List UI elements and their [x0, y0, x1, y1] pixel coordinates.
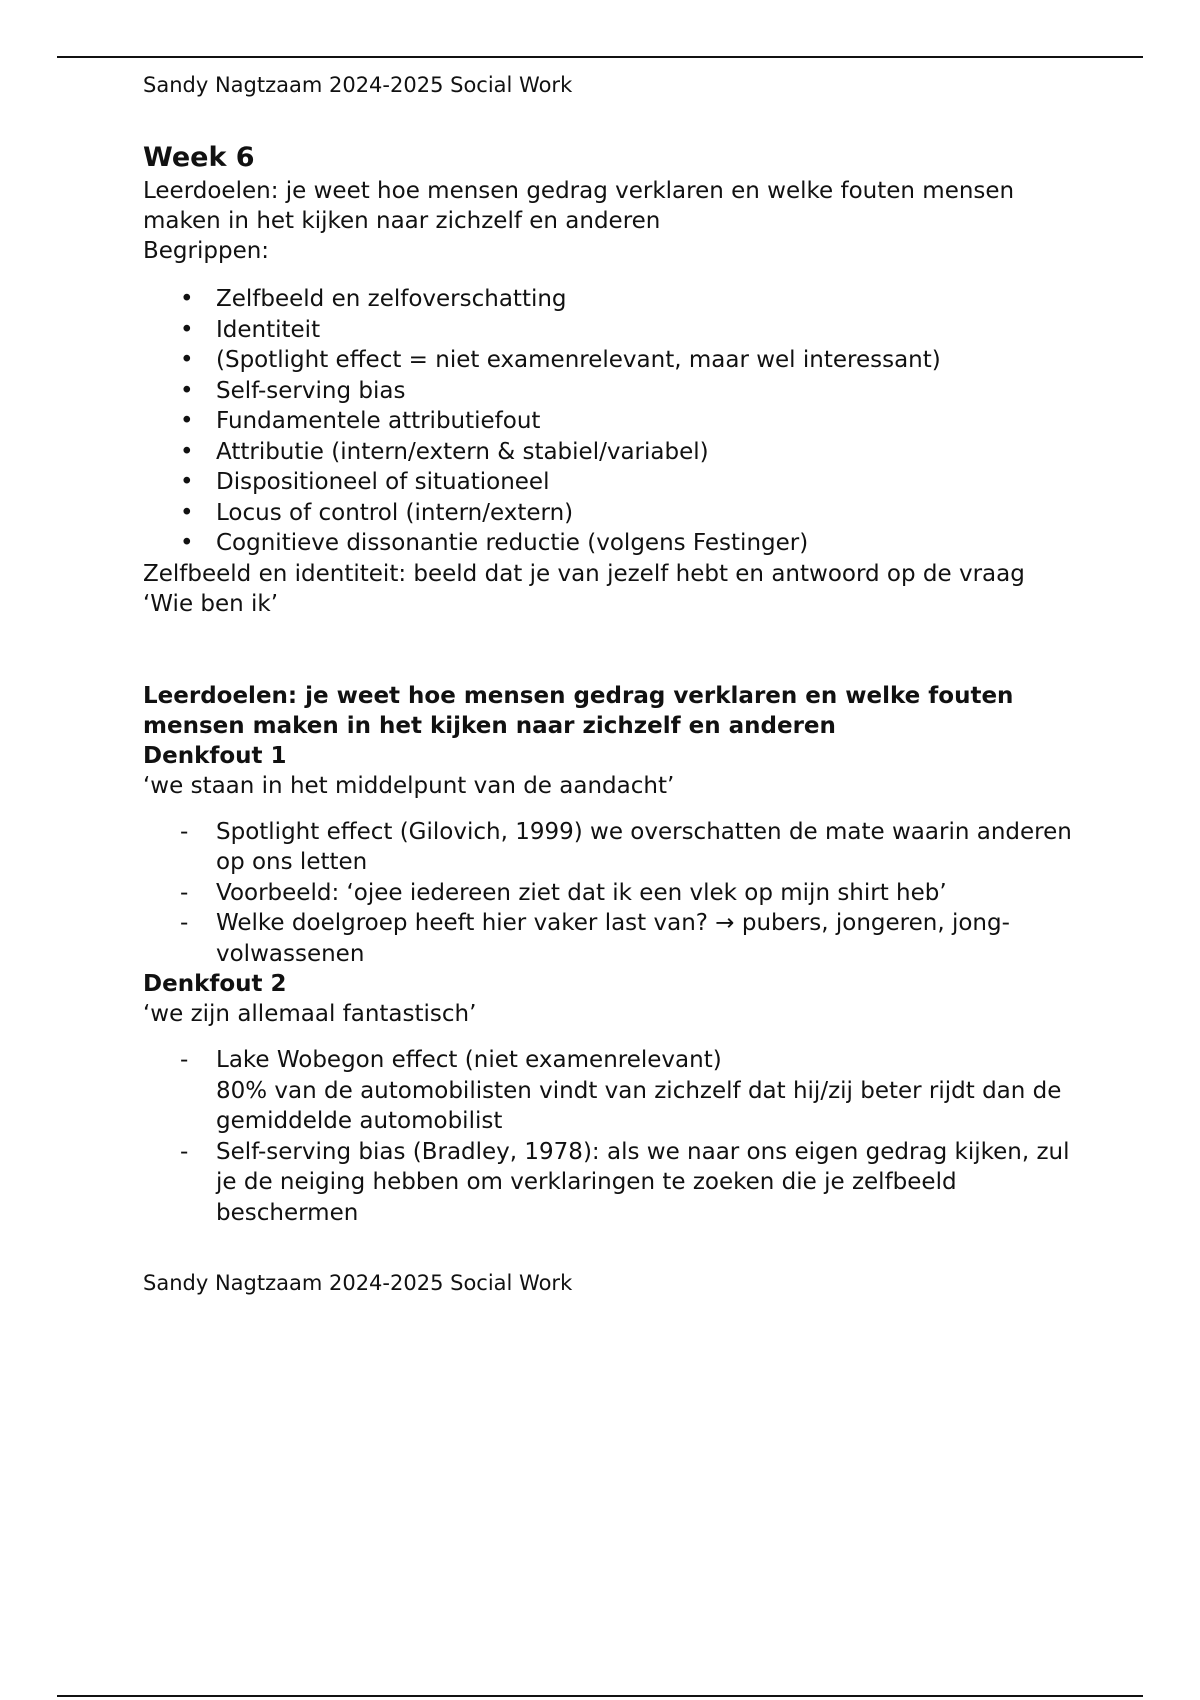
list-item-text: 80% van de automobilisten vindt van zichzelf dat hij/zij beter rijdt dan de gemiddelde automobilist — [216, 1077, 1062, 1134]
list-item-text: (Spotlight effect = niet examenrelevant, maar wel interessant) — [216, 347, 941, 373]
list-item-text: Locus of control (intern/extern) — [216, 499, 574, 526]
list-item — [143, 315, 1073, 346]
list-item — [143, 406, 1073, 437]
zelfbeeld-definition: Zelfbeeld en identiteit: beeld dat je van jezelf hebt en antwoord op de vraag ‘Wie ben ik’ — [143, 560, 1025, 617]
list-item — [143, 817, 1073, 878]
list-item — [143, 528, 1073, 559]
bullet-marker: • — [180, 286, 194, 312]
top-rule — [57, 56, 1143, 58]
denkfout-1-list — [143, 817, 1073, 970]
list-item — [143, 284, 1073, 315]
list-item — [143, 908, 1073, 969]
list-item-text: Attributie (intern/extern & stabiel/variabel) — [216, 438, 709, 465]
bullet-marker: • — [180, 530, 194, 556]
running-header: Sandy Nagtzaam 2024-2025 Social Work — [143, 73, 573, 97]
leerdoelen-bold: Leerdoelen: je weet hoe mensen gedrag verklaren en welke fouten mensen maken in het kijken naar zichzelf en anderen — [143, 682, 1014, 739]
list-item-text: Lake Wobegon effect (niet examenrelevant) — [216, 1047, 722, 1073]
bullet-marker: • — [180, 347, 194, 373]
bullet-marker: • — [180, 408, 194, 434]
document-page — [143, 70, 1073, 1298]
begrippen-label: Begrippen: — [143, 238, 270, 264]
list-item-text: Zelfbeeld en zelfoverschatting — [216, 286, 567, 312]
bullet-marker: • — [180, 469, 194, 495]
list-item-text: Voorbeeld: ‘ojee iedereen ziet dat ik een vlek op mijn shirt heb’ — [216, 879, 947, 906]
list-item — [143, 376, 1073, 407]
bullet-marker: • — [180, 316, 194, 343]
list-item — [143, 345, 1073, 376]
list-item-text: Self-serving bias — [216, 377, 406, 404]
page-title: Week 6 — [143, 142, 255, 173]
denkfout-2-quote: ‘we zijn allemaal fantastisch’ — [143, 1001, 477, 1027]
list-item-text: Cognitieve dissonantie reductie (volgens Festinger) — [216, 530, 809, 556]
denkfout-1-quote: ‘we staan in het middelpunt van de aandacht’ — [143, 772, 675, 799]
bullet-marker: • — [180, 438, 194, 465]
list-item-text: Identiteit — [216, 316, 321, 343]
bullet-marker: • — [180, 499, 194, 526]
leerdoelen-intro: Leerdoelen: je weet hoe mensen gedrag verklaren en welke fouten mensen maken in het kijken naar zichzelf en anderen — [143, 178, 1015, 234]
list-item-text: Spotlight effect (Gilovich, 1999) we overschatten de mate waarin anderen op ons letten — [216, 818, 1072, 875]
denkfout-1-heading: Denkfout 1 — [143, 742, 287, 769]
list-item — [143, 467, 1073, 498]
list-item-text: Dispositioneel of situationeel — [216, 469, 550, 495]
list-item — [143, 1137, 1073, 1229]
denkfout-2-heading: Denkfout 2 — [143, 971, 287, 997]
bullet-marker: • — [180, 377, 194, 404]
list-item — [143, 498, 1073, 529]
dash-marker: - — [180, 1047, 189, 1073]
running-footer: Sandy Nagtzaam 2024-2025 Social Work — [143, 1271, 573, 1295]
dash-marker: - — [180, 879, 189, 906]
list-item-text: Self-serving bias (Bradley, 1978): als we naar ons eigen gedrag kijken, zul je de neiging hebben om verklaringen te zoeken die je zelfbeeld beschermen — [216, 1138, 1070, 1226]
list-item-text: Welke doelgroep heeft hier vaker last van? → pubers, jongeren, jong-volwassenen — [216, 910, 1010, 967]
dash-marker: - — [180, 1138, 189, 1165]
list-item — [143, 878, 1073, 909]
bottom-rule — [57, 1695, 1143, 1697]
list-item-text: Fundamentele attributiefout — [216, 408, 541, 434]
dash-marker: - — [180, 818, 189, 845]
list-item — [143, 1045, 1073, 1137]
denkfout-2-list — [143, 1045, 1073, 1228]
dash-marker: - — [180, 910, 189, 936]
begrippen-list — [143, 284, 1073, 559]
list-item — [143, 437, 1073, 468]
